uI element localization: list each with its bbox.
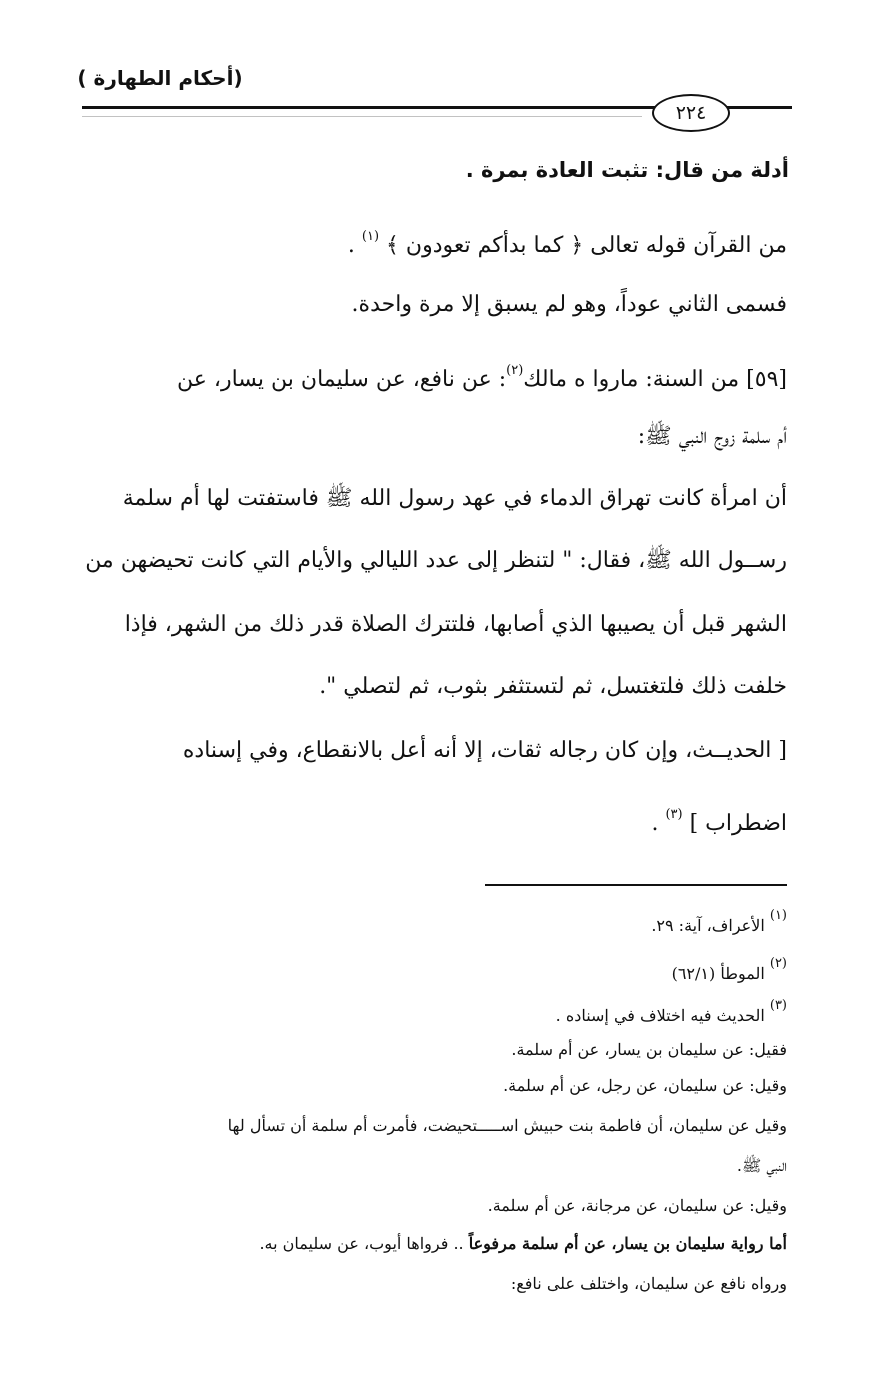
footnote-3-text: الحديث فيه اختلاف في إسناده . (555, 1006, 770, 1025)
footnote-separator (485, 884, 787, 886)
body-line-1 (200, 222, 787, 261)
body-line-1-end: . (347, 233, 362, 258)
footnote-3-line-3: وقيل: عن سليمان، عن رجل، عن أم سلمة. (503, 1076, 787, 1095)
footnote-3-line-7-bold: أما رواية سليمان بن يسار، عن أم سلمة مرفوعاً (468, 1234, 787, 1253)
footnote-3-line-6: وقيل: عن سليمان، عن مرجانة، عن أم سلمة. (487, 1196, 787, 1215)
body-line-1-text: من القرآن قوله تعالى ﴿ كما بدأكم تعودون ﴾ (386, 233, 787, 258)
footnote-3-line-7 (90, 1232, 787, 1256)
footnote-1-number: (١) (769, 908, 787, 923)
footnote-ref-2: (٢) (506, 363, 524, 378)
footnote-3-number: (٣) (769, 998, 787, 1013)
footnote-1 (300, 904, 787, 938)
footnote-2 (300, 952, 787, 986)
body-line-10 (200, 800, 787, 839)
body-line-10-text: اضطراب ] (689, 811, 787, 836)
body-line-10-end: . (651, 811, 666, 836)
footnote-3 (300, 994, 787, 1028)
section-heading: أدلة من قال: تثبت العادة بمرة . (465, 158, 789, 182)
page-number: ٢٢٤ (652, 94, 730, 132)
body-line-9: [ الحديــث، وإن كان رجاله ثقات، إلا أنه أعل بالانقطاع، وفي إسناده (182, 738, 787, 763)
footnote-1-text: الأعراف، آية: ٢٩. (651, 916, 770, 935)
footnote-3-line-8: ورواه نافع عن سليمان، واختلف على نافع: (510, 1274, 787, 1293)
footnote-2-number: (٢) (769, 956, 787, 971)
footnote-3-line-4: وقيل عن سليمان، أن فاطمة بنت حبيش اســـــتحيضت، فأمرت أم سلمة أن تسأل لها (227, 1116, 787, 1135)
body-line-8: خلفت ذلك فلتغتسل، ثم لتستثفر بثوب، ثم لتصلي ". (319, 674, 787, 699)
footnote-3-line-5: النبي ﷺ. (736, 1156, 787, 1175)
running-header-title: (أحكام الطهارة ) (77, 66, 243, 90)
body-line-2: فسمى الثاني عوداً، وهو لم يسبق إلا مرة واحدة. (351, 292, 787, 317)
body-line-3 (70, 356, 787, 395)
body-line-7: الشهر قبل أن يصيبها الذي أصابها، فلتترك الصلاة قدر ذلك من الشهر، فإذا (124, 612, 787, 637)
footnote-ref-3: (٣) (665, 807, 683, 822)
footnote-3-line-7-rest: .. فرواها أيوب، عن سليمان به. (259, 1234, 469, 1253)
body-line-6: رســول الله ﷺ، فقال: " لتنظر إلى عدد الليالي والأيام التي كانت تحيضهن من (85, 548, 787, 573)
body-line-5: أن امرأة كانت تهراق الدماء في عهد رسول الله ﷺ فاستفتت لها أم سلمة (122, 486, 787, 511)
footnote-3-line-2: فقيل: عن سليمان بن يسار، عن أم سلمة. (511, 1040, 787, 1059)
body-line-4: أم سلمة زوج النبي ﷺ: (637, 424, 787, 449)
footnote-2-text: الموطأ (٦٢/١) (671, 964, 770, 983)
header-rule-faint (82, 116, 642, 117)
body-line-3-a: [٥٩] من السنة: ماروا ه مالك (523, 367, 787, 392)
footnote-ref-1: (١) (361, 229, 380, 244)
body-line-3-b: : عن نافع، عن سليمان بن يسار، عن (177, 367, 507, 392)
